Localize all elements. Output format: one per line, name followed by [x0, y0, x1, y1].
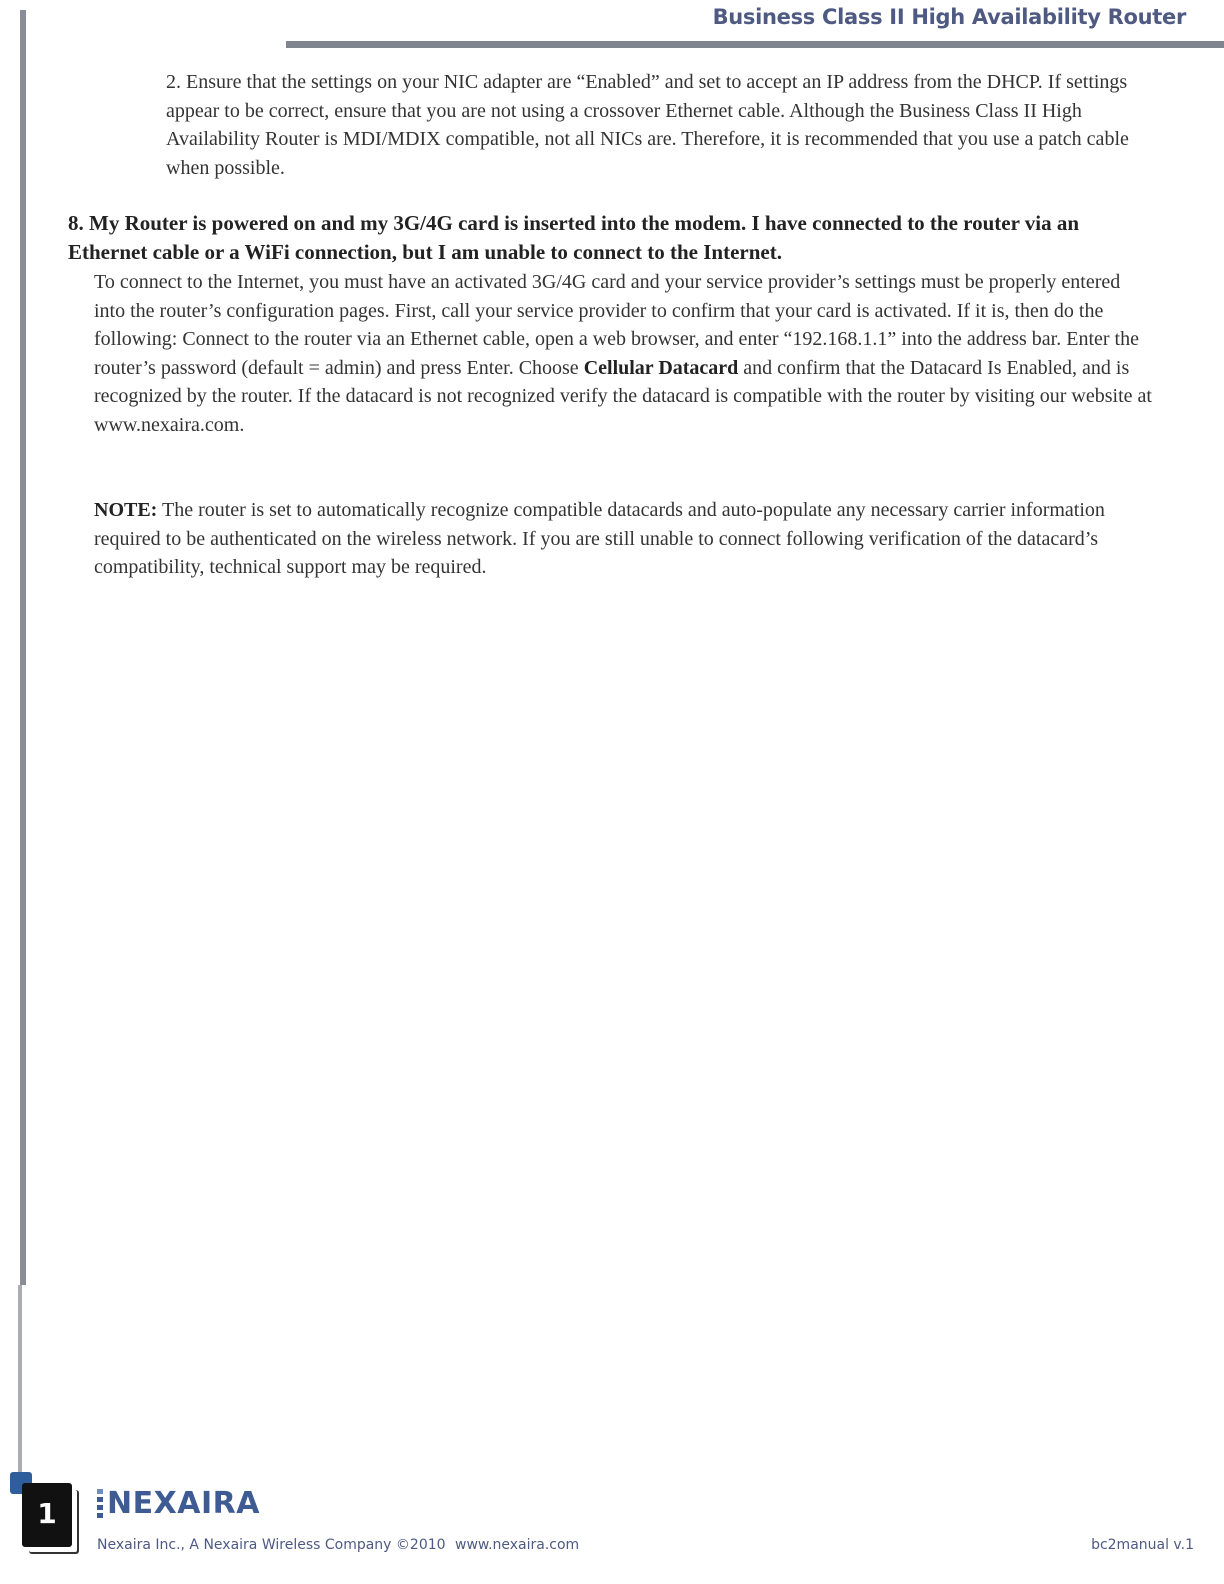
- step-2-paragraph: 2. Ensure that the settings on your NIC adapter are “Enabled” and set to accept an IP address from the DHCP. If settings appear to be correct, ensure that you are not using a crossover Ethernet cable. Although the Business Class II High Availability Router is MDI/MDIX compatible, not all NICs are. Therefore, it is recommended that you use a patch cable when possible.: [166, 71, 1129, 179]
- footer-company: Nexaira Inc., A Nexaira Wireless Company ©2010: [97, 1537, 446, 1553]
- header-rule: [286, 41, 1224, 48]
- nexaira-logo: [97, 1479, 260, 1527]
- logo-bars-icon: [97, 1489, 103, 1518]
- left-margin-rule-lower: [18, 1285, 22, 1480]
- question-8-heading: 8. My Router is powered on and my 3G/4G card is inserted into the modem. I have connected to the router via an Ethernet cable or a WiFi connection, but I am unable to connect to the Internet.: [68, 211, 1080, 264]
- note-text: The router is set to automatically recognize compatible datacards and auto-populate any necessary carrier information required to be authenticated on the wireless network. If you are still unable to connect following verification of the datacard’s compatibility, technical support may be required.: [94, 499, 1105, 579]
- left-margin-rule: [20, 10, 26, 1285]
- footer-url: www.nexaira.com: [455, 1537, 580, 1553]
- note-paragraph: [94, 496, 1154, 582]
- page-number-badge: [22, 1483, 72, 1547]
- page-number: 1: [37, 1497, 57, 1530]
- answer-text-part-1: To connect to the Internet, you must have an activated 3G/4G card and your service provider’s settings must be properly entered into the router’s configuration pages. First, call your service provider to confirm that your card is activated. If it is, then do the following: Connect to the router via an Ethernet cable, open a web browser, and enter “192.168.1.1” into the address bar. Enter the router’s password (default = admin) and press Enter. Choose: [94, 271, 1139, 379]
- question-8-answer: [94, 268, 1154, 440]
- cellular-datacard-term: Cellular Datacard: [583, 356, 739, 379]
- answer-text-part-2: and confirm that the Datacard Is Enabled, and is recognized by the router. If the datacard is not recognized verify the datacard is compatible with the router by visiting our website at www.nexaira.com.: [94, 356, 1152, 436]
- header-title: Business Class II High Availability Router: [712, 5, 1186, 29]
- footer-doc-id: bc2manual v.1: [1091, 1537, 1194, 1553]
- logo-text: NEXAIRA: [107, 1485, 260, 1521]
- note-label: NOTE:: [94, 499, 158, 521]
